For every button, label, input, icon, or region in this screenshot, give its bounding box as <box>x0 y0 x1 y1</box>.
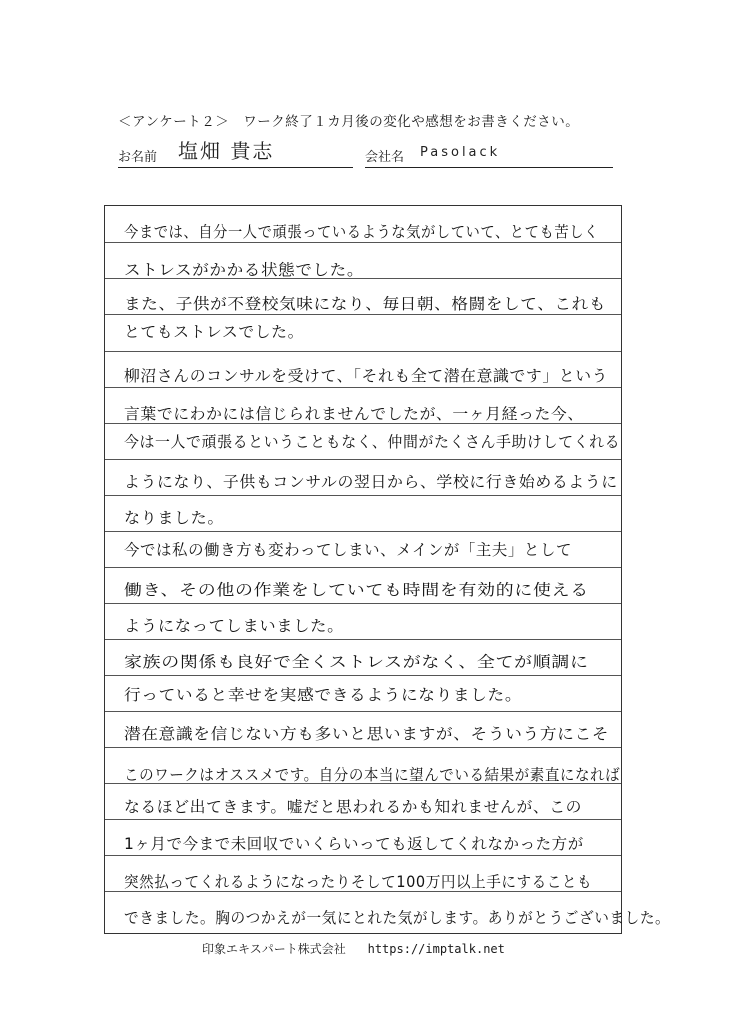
ruled-line <box>105 711 621 712</box>
response-line: 今までは、自分一人で頑張っているような気がしていて、とても苦しく <box>124 223 599 241</box>
company-field <box>365 138 613 168</box>
footer <box>202 940 505 957</box>
response-line: 働き、その他の作業をしていても時間を有効的に使える <box>124 581 589 599</box>
response-line: とてもストレスでした。 <box>124 323 304 341</box>
response-line: 潜在意識を信じない方も多いと思いますが、そういう方にこそ <box>124 725 610 743</box>
ruled-line <box>105 855 621 856</box>
response-line: 突然払ってくれるようになったりそして100万円以上手にすることも <box>124 873 593 891</box>
response-line: 1ヶ月で今まで未回収でいくらいっても返してくれなかった方が <box>124 835 584 853</box>
ruled-line <box>105 675 621 676</box>
name-value: 塩畑 貴志 <box>178 139 275 163</box>
response-sheet <box>104 205 622 934</box>
response-line: できました。胸のつかえが一気にとれた気がします。ありがとうございました。 <box>124 909 671 927</box>
ruled-line <box>105 531 621 532</box>
ruled-line <box>105 351 621 352</box>
response-line: なるほど出てきます。嘘だと思われるかも知れませんが、この <box>124 798 583 816</box>
ruled-line <box>105 387 621 388</box>
name-label: お名前 <box>118 150 158 165</box>
survey-title: ＜アンケート２＞ ワーク終了１カ月後の変化や感想をお書きください。 <box>118 114 580 130</box>
name-field <box>118 138 353 168</box>
response-line: 言葉でにわかには信じられませんでしたが、一ヶ月経った今、 <box>124 405 584 423</box>
response-line: なりました。 <box>124 509 224 527</box>
company-underline <box>365 167 613 168</box>
ruled-line <box>105 567 621 568</box>
response-line: また、子供が不登校気味になり、毎日朝、格闘をして、これも <box>124 295 607 313</box>
response-line: ストレスがかかる状態でした。 <box>124 261 365 279</box>
ruled-line <box>105 639 621 640</box>
ruled-line <box>105 747 621 748</box>
ruled-line <box>105 314 621 315</box>
company-value: Pasolack <box>420 145 501 160</box>
response-line: 今では私の働き方も変わってしまい、メインが「主夫」として <box>124 541 572 559</box>
response-line: 家族の関係も良好で全くストレスがなく、全てが順調に <box>124 653 589 671</box>
footer-company: 印象エキスパート株式会社 <box>202 942 346 956</box>
ruled-line <box>105 495 621 496</box>
ruled-line <box>105 603 621 604</box>
response-line: 柳沼さんのコンサルを受けて、「それも全て潜在意識です」という <box>124 367 609 385</box>
response-line: ようになり、子供もコンサルの翌日から、学校に行き始めるように <box>124 473 618 491</box>
ruled-line <box>105 242 621 243</box>
company-label: 会社名 <box>365 150 405 165</box>
ruled-line <box>105 459 621 460</box>
ruled-line <box>105 819 621 820</box>
response-line: 今は一人で頑張るということもなく、仲間がたくさん手助けしてくれる <box>124 433 621 451</box>
response-line: 行っていると幸せを実感できるようになりました。 <box>124 686 523 704</box>
response-line: このワークはオススメです。自分の本当に望んでいる結果が素直になれば <box>124 766 621 784</box>
response-line: ようになってしまいました。 <box>124 617 345 635</box>
name-underline <box>118 167 353 168</box>
footer-url: https://imptalk.net <box>367 942 505 956</box>
